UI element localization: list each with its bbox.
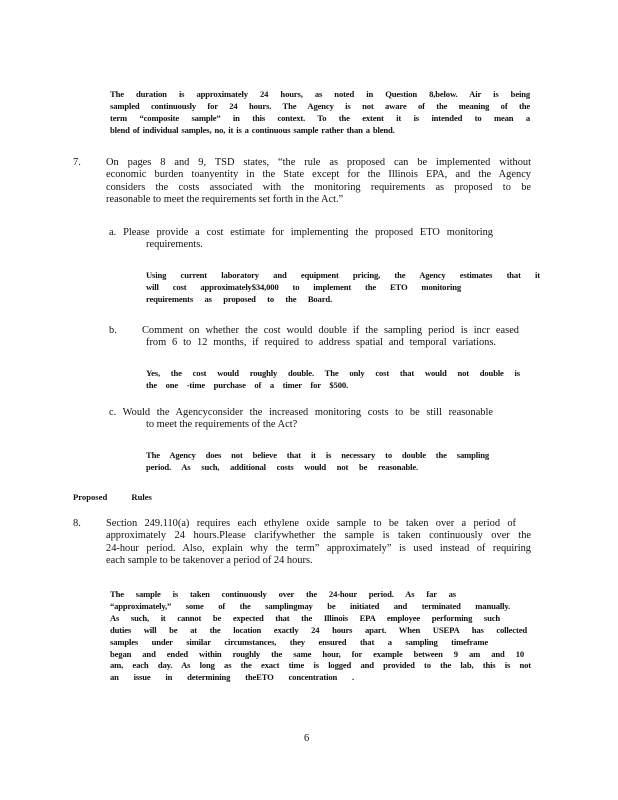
text-line: each sample to be takenover a period of 24 hours. bbox=[106, 555, 313, 567]
text-line: c. Would the Agencyconsider the increased monitoring costs to be still reasonable bbox=[109, 407, 493, 418]
text-line: The Agency does not believe that it is necessary to double the sampling bbox=[146, 450, 489, 460]
text-line: am, each day. As long as the exact time is logged and provided to the lab, this is not bbox=[110, 660, 531, 671]
text-line: blend of individual samples, no, it is a continuous sample rather than a blend. bbox=[110, 124, 395, 135]
text-line: reasonable to meet the requirements set forth in the Act.” bbox=[106, 194, 344, 206]
text-line: the one -time purchase of a timer for $500. bbox=[146, 379, 348, 390]
text-line: Yes, the cost would roughly double. The only cost that would not double is bbox=[146, 368, 520, 378]
text-line: Using current laboratory and equipment pricing, the Agency estimates that it bbox=[146, 270, 540, 280]
text-line: will cost approximately$34,000 to implement the ETO monitoring bbox=[146, 281, 461, 292]
text-line: approximately 24 hours.Please clarifywhether the sample is taken continuously over the bbox=[106, 530, 531, 542]
answer-8 bbox=[110, 589, 531, 684]
text-line: began and ended within roughly the same hour, for example between 9 am and 10 bbox=[110, 648, 524, 659]
text-line: period. As such, additional costs would not be reasonable. bbox=[146, 461, 418, 472]
text-line: samples under similar circumstances, they ensured that a sampling timeframe bbox=[110, 636, 488, 647]
text-line: economic burden toanyentity in the State except for the Illinois EPA, and the Agency bbox=[106, 169, 531, 181]
text-line: term “composite sample” in this context. To the extent it is intended to mean a bbox=[110, 112, 530, 123]
page-number: 6 bbox=[304, 733, 310, 744]
answer-7b bbox=[146, 368, 520, 392]
question-7-text bbox=[106, 157, 531, 207]
answer-intro bbox=[110, 89, 530, 137]
text-line: “approximately,” some of the samplingmay be initiated and terminated manually. bbox=[110, 600, 510, 611]
text-line: Section 249.110(a) requires each ethylene oxide sample to be taken over a period of bbox=[106, 518, 516, 529]
text-line: duties will be at the location exactly 24 hours apart. When USEPA has collected bbox=[110, 624, 527, 635]
text-line: to meet the requirements of the Act? bbox=[146, 419, 298, 431]
text-line: requirements as proposed to the Board. bbox=[146, 293, 332, 304]
section-heading: Proposed Rules bbox=[73, 492, 152, 502]
text-line: Comment on whether the cost would double if the sampling period is incr eased bbox=[142, 325, 519, 336]
question-7c-text bbox=[109, 407, 493, 432]
text-line: requirements. bbox=[146, 239, 203, 251]
text-line: On pages 8 and 9, TSD states, “the rule as proposed can be implemented without bbox=[106, 157, 531, 168]
text-line: an issue in determining theETO concentration . bbox=[110, 672, 354, 683]
text-line: sampled continuously for 24 hours. The Agency is not aware of the meaning of the bbox=[110, 100, 530, 111]
question-7b-text bbox=[142, 325, 519, 350]
text-line: The duration is approximately 24 hours, as noted in Question 8,below. Air is being bbox=[110, 89, 530, 99]
text-line: As such, it cannot be expected that the Illinois EPA employee performing such bbox=[110, 612, 500, 623]
text-line: considers the costs associated with the monitoring requirements as proposed to be bbox=[106, 181, 531, 193]
question-number: 7. bbox=[73, 157, 81, 168]
question-8-text bbox=[106, 518, 531, 568]
question-7b-label: b. bbox=[109, 325, 117, 336]
text-line: 24-hour period. Also, explain why the term” approximately” is used instead of requiring bbox=[106, 542, 531, 554]
text-line: The sample is taken continuously over the 24-hour period. As far as bbox=[110, 589, 456, 599]
answer-7a bbox=[146, 270, 540, 306]
text-line: from 6 to 12 months, if required to address spatial and temporal variations. bbox=[146, 337, 496, 349]
text-line: a. Please provide a cost estimate for implementing the proposed ETO monitoring bbox=[109, 227, 493, 238]
question-7a-text bbox=[109, 227, 493, 252]
answer-7c bbox=[146, 450, 489, 474]
question-number: 8. bbox=[73, 518, 81, 529]
